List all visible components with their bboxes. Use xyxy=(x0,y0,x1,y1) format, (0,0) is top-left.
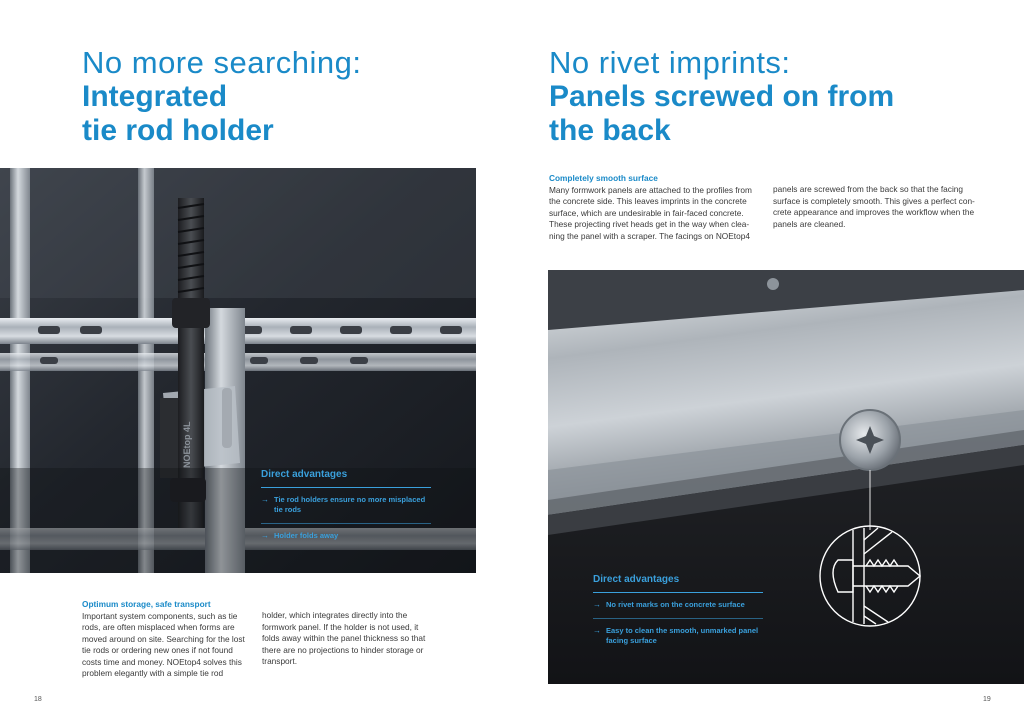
right-arrow-icon: → xyxy=(593,600,601,609)
tie-rod-holder-stamp: NOEtop 4L xyxy=(182,421,192,468)
right-advantages-list xyxy=(593,593,763,654)
left-headline-light: No more searching: xyxy=(82,45,362,80)
left-body-text-1: Important system components, such as tie rods, are often misplaced when forms are moved around on site. Searching for the lost tie rods or ordering new ones if not found costs time and money. NOEtop4 solves this problem elegantly with a simple tie rod xyxy=(82,610,245,678)
right-headline-bold-1: Panels screwed on from xyxy=(549,80,895,113)
left-body-text-2: holder, which integrates directly into the formwork panel. If the holder is not used, it folds away within the panel thickness so that there are no projections to hinder storage or transport. xyxy=(262,610,426,666)
left-body-column-2 xyxy=(262,610,434,668)
right-arrow-icon: → xyxy=(593,626,601,635)
left-body-column-1 xyxy=(82,599,254,680)
left-headline-bold-2: tie rod holder xyxy=(82,114,274,147)
left-advantage-item xyxy=(261,488,431,524)
left-subheading: Optimum storage, safe transport xyxy=(82,599,211,609)
right-advantage-label: No rivet marks on the concrete surface xyxy=(606,600,745,609)
right-body-column-1 xyxy=(549,173,763,242)
right-body-text-2: panels are screwed from the back so that the facing surface is completely smooth. This gives a perfect con-crete appearance and improves the workflow when the panels are cleaned. xyxy=(773,184,975,229)
right-headline-light: No rivet imprints: xyxy=(549,45,791,80)
left-advantage-label: Tie rod holders ensure no more misplaced tie rods xyxy=(274,495,426,514)
right-body-column-2 xyxy=(773,184,987,230)
right-arrow-icon: → xyxy=(261,531,269,540)
left-headline-bold-1: Integrated xyxy=(82,80,228,113)
right-arrow-icon: → xyxy=(261,495,269,504)
left-advantage-label: Holder folds away xyxy=(274,531,339,540)
left-advantages-title: Direct advantages xyxy=(261,469,348,480)
left-advantages-box xyxy=(261,468,431,549)
right-advantage-item xyxy=(593,593,763,619)
right-headline-bold-2: the back xyxy=(549,114,671,147)
right-advantages-box xyxy=(593,573,763,654)
right-headline xyxy=(549,46,1009,148)
right-body-text-1: Many formwork panels are attached to the profiles from the concrete side. This leaves imprints in the concrete surface, which are undesirable in fair-faced concrete. These projecting rivet heads get in the way when clea-ning the panel with a scraper. The facings on NOEtop4 xyxy=(549,184,752,241)
left-advantages-list xyxy=(261,488,431,549)
right-advantage-label: Easy to clean the smooth, unmarked panel facing surface xyxy=(606,626,759,645)
right-advantage-item xyxy=(593,619,763,654)
left-headline xyxy=(82,46,502,148)
right-advantages-title: Direct advantages xyxy=(593,574,680,585)
page-number-right: 19 xyxy=(983,696,991,703)
left-advantage-item xyxy=(261,524,431,549)
right-subheading: Completely smooth surface xyxy=(549,173,658,183)
page-number-left: 18 xyxy=(34,696,42,703)
